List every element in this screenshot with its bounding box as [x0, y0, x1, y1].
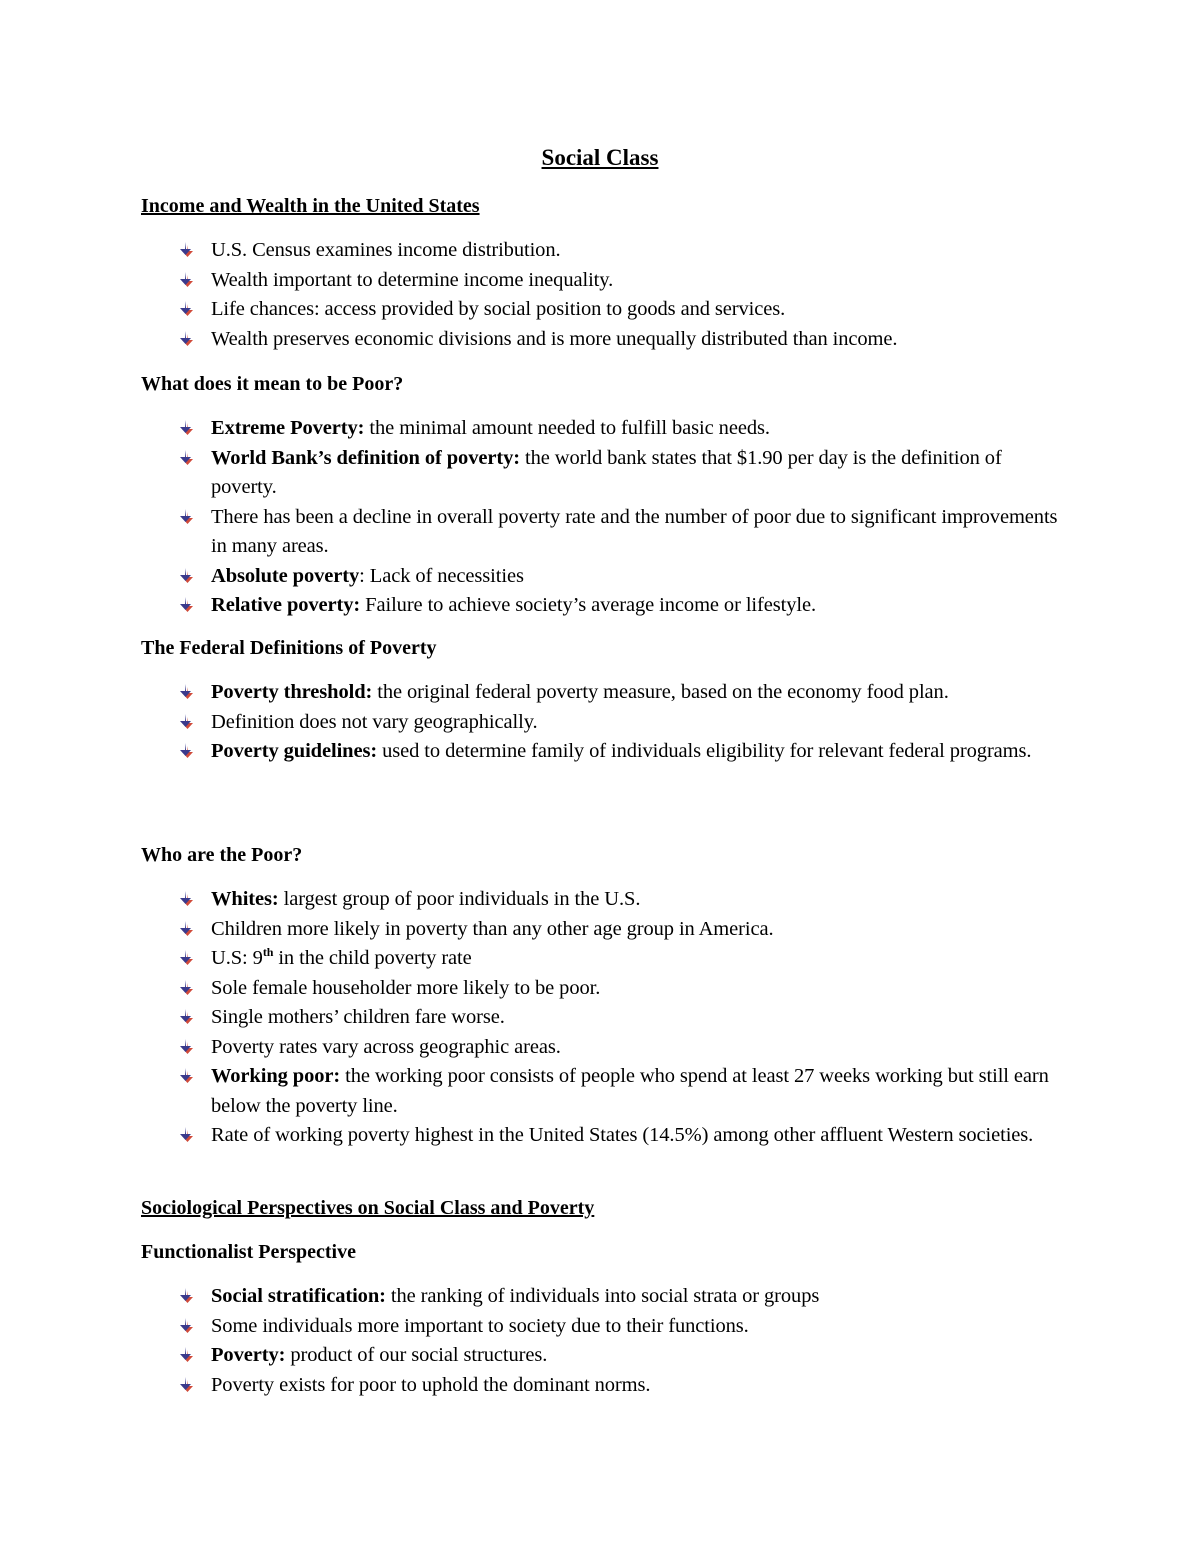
item-text: largest group of poor individuals in the U.S. [278, 888, 641, 910]
arrow-down-icon [178, 1126, 196, 1144]
arrow-down-icon [178, 1008, 196, 1026]
section-who-are-poor [141, 841, 1060, 1151]
arrow-down-icon [178, 713, 196, 731]
item-text: the working poor consists of people who spend at least 27 weeks working but still earn below the poverty line. [211, 1065, 1049, 1117]
item-text: U.S: 9 [211, 947, 263, 969]
list-item [141, 236, 1060, 266]
term-label: Poverty threshold: [211, 681, 373, 703]
list-item [141, 974, 1060, 1004]
term-label: Relative poverty: [211, 594, 361, 616]
item-text: Poverty rates vary across geographic areas. [211, 1035, 561, 1058]
item-text: Single mothers’ children fare worse. [211, 1006, 505, 1028]
section-heading: Income and Wealth in the United States [141, 195, 480, 217]
section-sociological-perspectives [141, 1194, 1060, 1222]
item-text: used to determine family of individuals eligibility for relevant federal programs. [377, 740, 1032, 762]
item-text: the original federal poverty measure, based on the economy food plan. [372, 681, 949, 703]
item-text: Rate of working poverty highest in the United States (14.5%) among other affluent Western societies. [211, 1124, 1034, 1146]
item-text: Sole female householder more likely to be poor. [211, 976, 601, 999]
arrow-down-icon [178, 920, 196, 938]
list-item [141, 944, 1060, 974]
section-federal-definitions [141, 634, 1060, 767]
term-label: Working poor: [211, 1065, 341, 1087]
arrow-down-icon [178, 419, 196, 437]
list-item [141, 562, 1060, 592]
item-text: Wealth preserves economic divisions and is more unequally distributed than income. [211, 327, 898, 350]
arrow-down-icon [178, 683, 196, 701]
item-text: Definition does not vary geographically. [211, 710, 538, 733]
list-item [141, 678, 1060, 708]
section-heading: Who are the Poor? [141, 844, 303, 866]
bullet-list [141, 236, 1060, 354]
bullet-list [141, 414, 1060, 621]
list-item [141, 1282, 1060, 1312]
arrow-down-icon [178, 596, 196, 614]
term-label: Whites: [211, 888, 279, 910]
ordinal-suffix: th [262, 945, 274, 960]
term-label: Poverty: [211, 1344, 286, 1366]
section-heading: What does it mean to be Poor? [141, 373, 404, 395]
arrow-down-icon [178, 890, 196, 908]
list-item [141, 1121, 1060, 1151]
list-item [141, 325, 1060, 355]
arrow-down-icon [178, 1287, 196, 1305]
list-item [141, 1341, 1060, 1371]
section-what-is-poor [141, 370, 1060, 621]
item-text: Some individuals more important to society due to their functions. [211, 1314, 749, 1337]
page-title: Social Class [541, 145, 659, 170]
term-label: World Bank’s definition of poverty: [211, 446, 520, 469]
arrow-down-icon [178, 979, 196, 997]
list-item [141, 1062, 1060, 1121]
list-item [141, 444, 1060, 503]
list-item [141, 737, 1060, 767]
list-item [141, 503, 1060, 562]
item-text: the ranking of individuals into social strata or groups [385, 1285, 820, 1307]
arrow-down-icon [178, 567, 196, 585]
arrow-down-icon [178, 949, 196, 967]
item-text: Poverty exists for poor to uphold the dominant norms. [211, 1373, 651, 1396]
arrow-down-icon [178, 449, 196, 467]
section-heading: Sociological Perspectives on Social Class and Poverty [141, 1197, 595, 1219]
bullet-list [141, 885, 1060, 1151]
list-item [141, 266, 1060, 296]
list-item [141, 1033, 1060, 1063]
list-item [141, 295, 1060, 325]
item-text: Children more likely in poverty than any other age group in America. [211, 917, 774, 940]
arrow-down-icon [178, 241, 196, 259]
arrow-down-icon [178, 300, 196, 318]
item-text: the world bank states that $1.90 per day is the definition of poverty. [211, 446, 1002, 498]
item-text: : Lack of necessities [359, 564, 524, 587]
item-text: U.S. Census examines income distribution. [211, 239, 561, 261]
arrow-down-icon [178, 1038, 196, 1056]
arrow-down-icon [178, 1346, 196, 1364]
bullet-list [141, 1282, 1060, 1400]
arrow-down-icon [178, 508, 196, 526]
section-heading: The Federal Definitions of Poverty [141, 637, 437, 659]
item-text: the minimal amount needed to fulfill basic needs. [364, 417, 770, 439]
arrow-down-icon [178, 1317, 196, 1335]
list-item [141, 915, 1060, 945]
arrow-down-icon [178, 271, 196, 289]
section-functionalist [141, 1238, 1060, 1400]
arrow-down-icon [178, 1067, 196, 1085]
bullet-list [141, 678, 1060, 767]
item-text: There has been a decline in overall poverty rate and the number of poor due to significant improvements in many areas. [211, 505, 1058, 557]
list-item [141, 1371, 1060, 1401]
item-text: Wealth important to determine income inequality. [211, 268, 614, 291]
item-text: Life chances: access provided by social position to goods and services. [211, 298, 786, 320]
list-item [141, 414, 1060, 444]
arrow-down-icon [178, 330, 196, 348]
list-item [141, 1003, 1060, 1033]
term-label: Absolute poverty [211, 564, 360, 587]
list-item [141, 591, 1060, 621]
list-item [141, 708, 1060, 738]
list-item [141, 1312, 1060, 1342]
item-text-after: in the child poverty rate [273, 947, 472, 969]
arrow-down-icon [178, 1376, 196, 1394]
item-text: Failure to achieve society’s average income or lifestyle. [360, 594, 816, 616]
term-label: Social stratification: [211, 1285, 386, 1307]
term-label: Extreme Poverty: [211, 417, 365, 439]
arrow-down-icon [178, 742, 196, 760]
section-heading: Functionalist Perspective [141, 1241, 356, 1263]
item-text: product of our social structures. [285, 1344, 548, 1366]
list-item [141, 885, 1060, 915]
section-income [141, 192, 1060, 354]
term-label: Poverty guidelines: [211, 740, 378, 762]
